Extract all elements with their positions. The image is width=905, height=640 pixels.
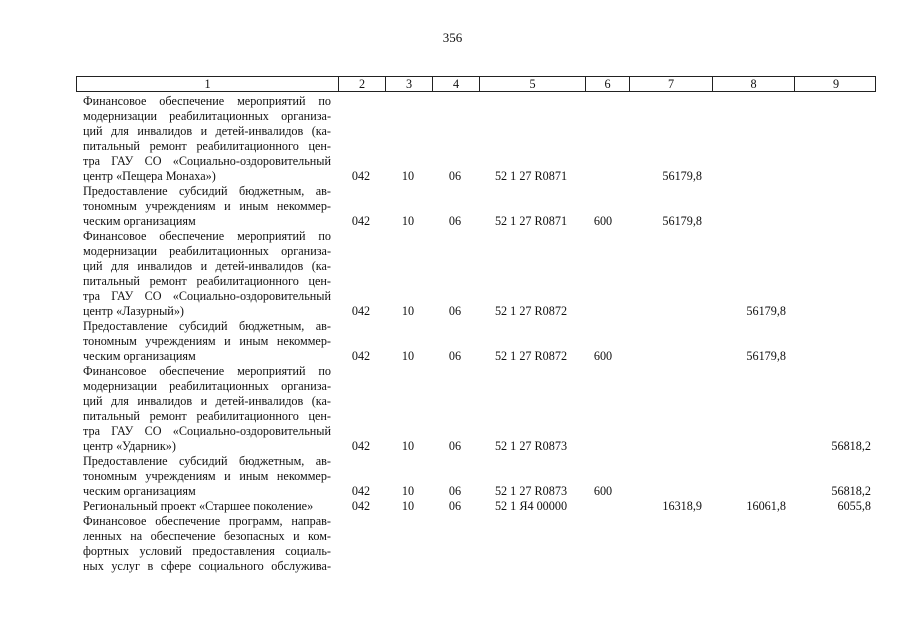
cell-c6: 600 <box>593 214 613 228</box>
cell-c6: 600 <box>593 484 613 498</box>
description-line: ных услуг в сфере социального обслужива- <box>83 559 331 573</box>
cell-c7: 56179,8 <box>662 169 702 183</box>
cell-c8: 16061,8 <box>746 499 786 513</box>
description-line: тра ГАУ СО «Социально-оздоровительный <box>83 289 331 303</box>
description-line: тономным учреждениям и иным некоммер- <box>83 199 331 213</box>
cell-c4: 06 <box>448 169 462 183</box>
row-description <box>76 319 331 364</box>
cell-c2: 042 <box>351 439 371 453</box>
header-col-4: 4 <box>433 77 480 92</box>
description-line: фортных условий предоставления социаль- <box>83 544 331 558</box>
cell-c2: 042 <box>351 214 371 228</box>
table-body <box>76 94 876 574</box>
table-row <box>76 229 876 319</box>
table-header <box>76 76 876 92</box>
cell-c3: 10 <box>401 214 415 228</box>
page-number: 356 <box>442 30 463 45</box>
cell-c9: 56818,2 <box>831 484 871 498</box>
cell-c4: 06 <box>448 484 462 498</box>
table-row <box>76 514 876 574</box>
row-description <box>76 229 331 319</box>
description-line: модернизации реабилитационных организа- <box>83 109 331 123</box>
row-description <box>76 454 331 499</box>
description-line: тономным учреждениям и иным некоммер- <box>83 469 331 483</box>
cell-c8: 56179,8 <box>746 304 786 318</box>
description-line: ций для инвалидов и детей-инвалидов (ка- <box>83 124 331 138</box>
description-line: ческим организациям <box>83 214 196 228</box>
row-description <box>76 514 331 574</box>
description-line: ций для инвалидов и детей-инвалидов (ка- <box>83 394 331 408</box>
description-line: Финансовое обеспечение программ, направ- <box>83 514 331 528</box>
cell-c9: 56818,2 <box>831 439 871 453</box>
cell-c3: 10 <box>401 169 415 183</box>
description-line: модернизации реабилитационных организа- <box>83 379 331 393</box>
cell-c4: 06 <box>448 214 462 228</box>
description-line: центр «Ударник») <box>83 439 176 453</box>
description-line: центр «Лазурный») <box>83 304 184 318</box>
row-description <box>76 499 331 514</box>
description-line: ленных на обеспечение безопасных и ком- <box>83 529 331 543</box>
header-col-6: 6 <box>586 77 630 92</box>
cell-c5: 52 1 Я4 00000 <box>494 499 568 513</box>
cell-c3: 10 <box>401 304 415 318</box>
cell-c5: 52 1 27 R0872 <box>494 349 568 363</box>
table-row <box>76 454 876 499</box>
table-row <box>76 319 876 364</box>
header-col-9: 9 <box>832 77 840 91</box>
cell-c5: 52 1 27 R0872 <box>494 304 568 318</box>
cell-c5: 52 1 27 R0871 <box>494 169 568 183</box>
row-description <box>76 184 331 229</box>
cell-c2: 042 <box>351 499 371 513</box>
description-line: питальный ремонт реабилитационного цен- <box>83 409 331 423</box>
description-line: питальный ремонт реабилитационного цен- <box>83 139 331 153</box>
description-line: Предоставление субсидий бюджетным, ав- <box>83 184 331 198</box>
cell-c3: 10 <box>401 349 415 363</box>
description-line: Финансовое обеспечение мероприятий по <box>83 364 331 378</box>
description-line: Предоставление субсидий бюджетным, ав- <box>83 454 331 468</box>
cell-c7: 56179,8 <box>662 214 702 228</box>
table-row <box>76 184 876 229</box>
header-col-2: 2 <box>339 77 386 92</box>
description-line: Предоставление субсидий бюджетным, ав- <box>83 319 331 333</box>
description-line: центр «Пещера Монаха») <box>83 169 216 183</box>
header-col-8: 8 <box>713 77 795 92</box>
cell-c4: 06 <box>448 439 462 453</box>
description-line: ческим организациям <box>83 349 196 363</box>
cell-c8: 56179,8 <box>746 349 786 363</box>
header-col-3: 3 <box>386 77 433 92</box>
header-col-7: 7 <box>630 77 713 92</box>
cell-c2: 042 <box>351 169 371 183</box>
description-line: ческим организациям <box>83 484 196 498</box>
cell-c2: 042 <box>351 304 371 318</box>
table-row <box>76 94 876 184</box>
description-line: ций для инвалидов и детей-инвалидов (ка- <box>83 259 331 273</box>
description-line: питальный ремонт реабилитационного цен- <box>83 274 331 288</box>
cell-c5: 52 1 27 R0873 <box>494 484 568 498</box>
description-line: модернизации реабилитационных организа- <box>83 244 331 258</box>
description-line: Финансовое обеспечение мероприятий по <box>83 94 331 108</box>
description-line: тра ГАУ СО «Социально-оздоровительный <box>83 154 331 168</box>
cell-c2: 042 <box>351 484 371 498</box>
cell-c2: 042 <box>351 349 371 363</box>
cell-c3: 10 <box>401 499 415 513</box>
cell-c4: 06 <box>448 499 462 513</box>
cell-c4: 06 <box>448 304 462 318</box>
cell-c3: 10 <box>401 484 415 498</box>
description-line: тономным учреждениям и иным некоммер- <box>83 334 331 348</box>
table-row <box>76 364 876 454</box>
row-description <box>76 94 331 184</box>
cell-c3: 10 <box>401 439 415 453</box>
header-col-5: 5 <box>480 77 586 92</box>
cell-c5: 52 1 27 R0871 <box>494 214 568 228</box>
cell-c4: 06 <box>448 349 462 363</box>
cell-c7: 16318,9 <box>662 499 702 513</box>
description-line: тра ГАУ СО «Социально-оздоровительный <box>83 424 331 438</box>
description-line: Региональный проект «Старшее поколение» <box>83 499 314 513</box>
cell-c5: 52 1 27 R0873 <box>494 439 568 453</box>
table-row <box>76 499 876 514</box>
cell-c6: 600 <box>593 349 613 363</box>
row-description <box>76 364 331 454</box>
cell-c9: 6055,8 <box>837 499 871 513</box>
description-line: Финансовое обеспечение мероприятий по <box>83 229 331 243</box>
header-col-1: 1 <box>77 77 339 92</box>
